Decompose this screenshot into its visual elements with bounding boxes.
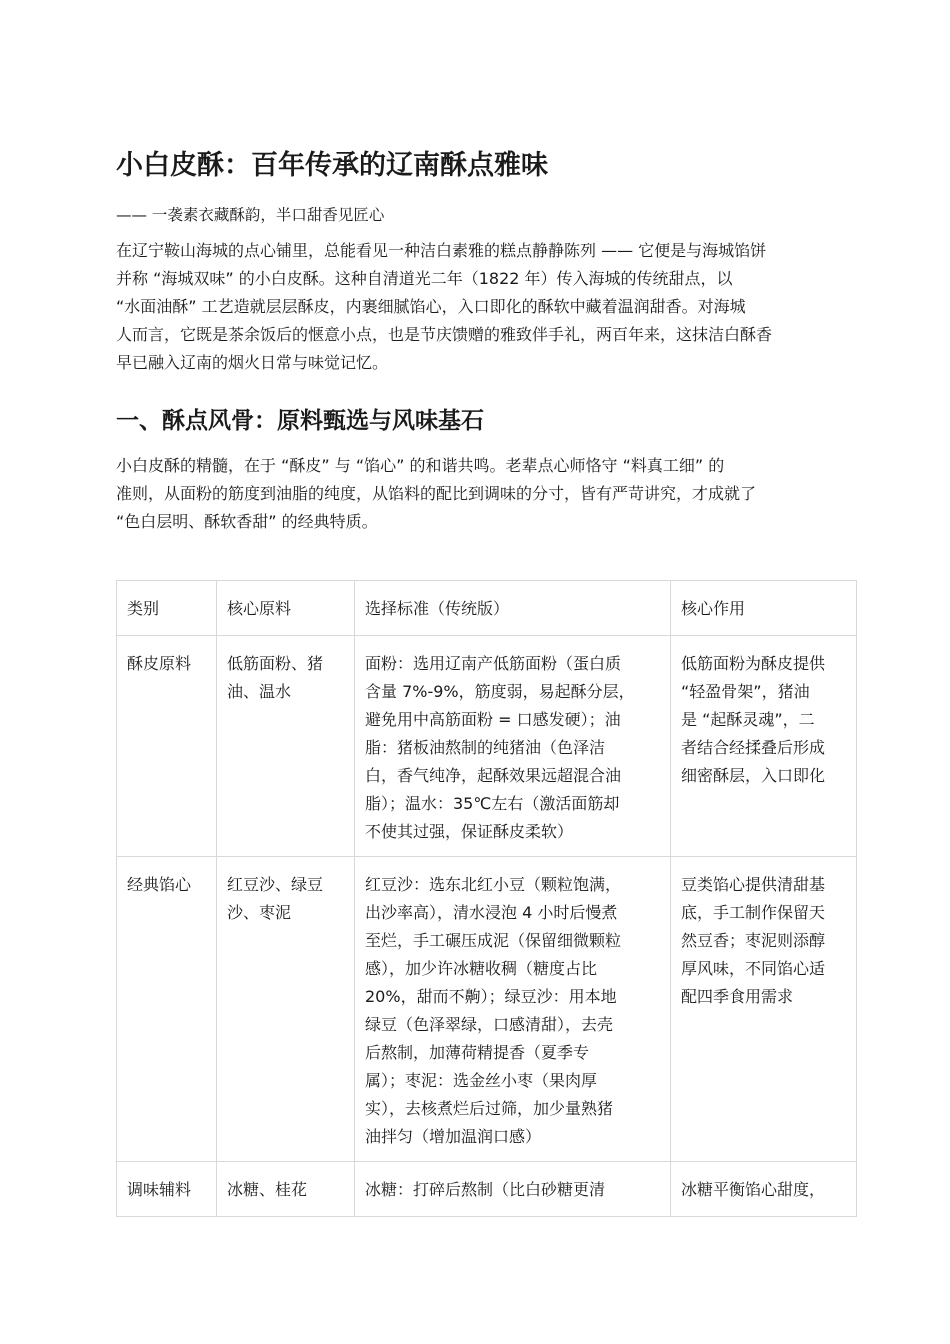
table-header-cell: 核心作用 — [671, 581, 857, 636]
table-cell-materials: 低筋面粉、猪 油、温水 — [217, 636, 355, 857]
table-header-row — [117, 581, 857, 636]
table-header-cell: 核心原料 — [217, 581, 355, 636]
intro-line: “水面油酥” 工艺造就层层酥皮，内裹细腻馅心，入口即化的酥软中藏着温润甜香。对海城 — [116, 297, 746, 316]
section-intro-line: 准则，从面粉的筋度到油脂的纯度，从馅料的配比到调味的分寸，皆有严苛讲究，才成就了 — [116, 484, 757, 503]
document-title: 小白皮酥：百年传承的辽南酥点雅味 — [116, 150, 548, 181]
table-cell-category: 调味辅料 — [117, 1162, 217, 1217]
table-cell-standard: 红豆沙：选东北红小豆（颗粒饱满， 出沙率高），清水浸泡 4 小时后慢煮 至烂，手工碾压成泥（保留细微颗粒 感），加少许冰糖收稠（糖度占比 20%，甜而不齁）；绿豆沙：用本地 绿豆（色泽翠绿，口感清甜），去壳 后熬制，加薄荷精提香（夏季专 属）；枣泥：选金丝小枣（果肉厚 实），去核煮烂后过筛，加少量熟猪 油拌匀（增加温润口感） — [355, 857, 671, 1162]
intro-line: 人而言，它既是茶余饭后的惬意小点，也是节庆馈赠的雅致伴手礼，两百年来，这抹洁白酥香 — [116, 325, 773, 344]
ingredients-table — [116, 580, 857, 1217]
table-cell-materials: 红豆沙、绿豆 沙、枣泥 — [217, 857, 355, 1162]
table-row — [117, 636, 857, 857]
intro-line: 并称 “海城双味” 的小白皮酥。这种自清道光二年（1822 年）传入海城的传统甜点，以 — [116, 269, 733, 288]
table-cell-category: 酥皮原料 — [117, 636, 217, 857]
table-cell-standard: 面粉：选用辽南产低筋面粉（蛋白质 含量 7%-9%，筋度弱，易起酥分层， 避免用中高筋面粉 = 口感发硬）；油 脂：猪板油熬制的纯猪油（色泽洁 白，香气纯净，起酥效果远超混合油 脂）；温水：35℃左右（激活面筋却 不使其过强，保证酥皮柔软） — [355, 636, 671, 857]
table-header-cell: 选择标准（传统版） — [355, 581, 671, 636]
table-cell-role: 冰糖平衡馅心甜度， — [671, 1162, 857, 1217]
table-row — [117, 857, 857, 1162]
section-intro-line: “色白层明、酥软香甜” 的经典特质。 — [116, 512, 378, 531]
section-intro-paragraph — [116, 452, 856, 536]
table-cell-role: 低筋面粉为酥皮提供 “轻盈骨架”，猪油 是 “起酥灵魂”，二 者结合经揉叠后形成 细密酥层，入口即化 — [671, 636, 857, 857]
table-cell-materials: 冰糖、桂花 — [217, 1162, 355, 1217]
table-cell-category: 经典馅心 — [117, 857, 217, 1162]
table-header-cell: 类别 — [117, 581, 217, 636]
intro-paragraph — [116, 237, 856, 377]
table-row — [117, 1162, 857, 1217]
intro-line: 在辽宁鞍山海城的点心铺里，总能看见一种洁白素雅的糕点静静陈列 —— 它便是与海城馅饼 — [116, 241, 767, 260]
section-heading: 一、酥点风骨：原料甄选与风味基石 — [116, 408, 484, 434]
document-subtitle: —— 一袭素衣藏酥韵，半口甜香见匠心 — [116, 206, 385, 224]
intro-line: 早已融入辽南的烟火日常与味觉记忆。 — [116, 353, 389, 372]
table-cell-standard: 冰糖：打碎后熬制（比白砂糖更清 — [355, 1162, 671, 1217]
section-intro-line: 小白皮酥的精髓，在于 “酥皮” 与 “馅心” 的和谐共鸣。老辈点心师恪守 “料真工细” 的 — [116, 456, 725, 475]
table-cell-role: 豆类馅心提供清甜基 底，手工制作保留天 然豆香；枣泥则添醇 厚风味，不同馅心适 配四季食用需求 — [671, 857, 857, 1162]
